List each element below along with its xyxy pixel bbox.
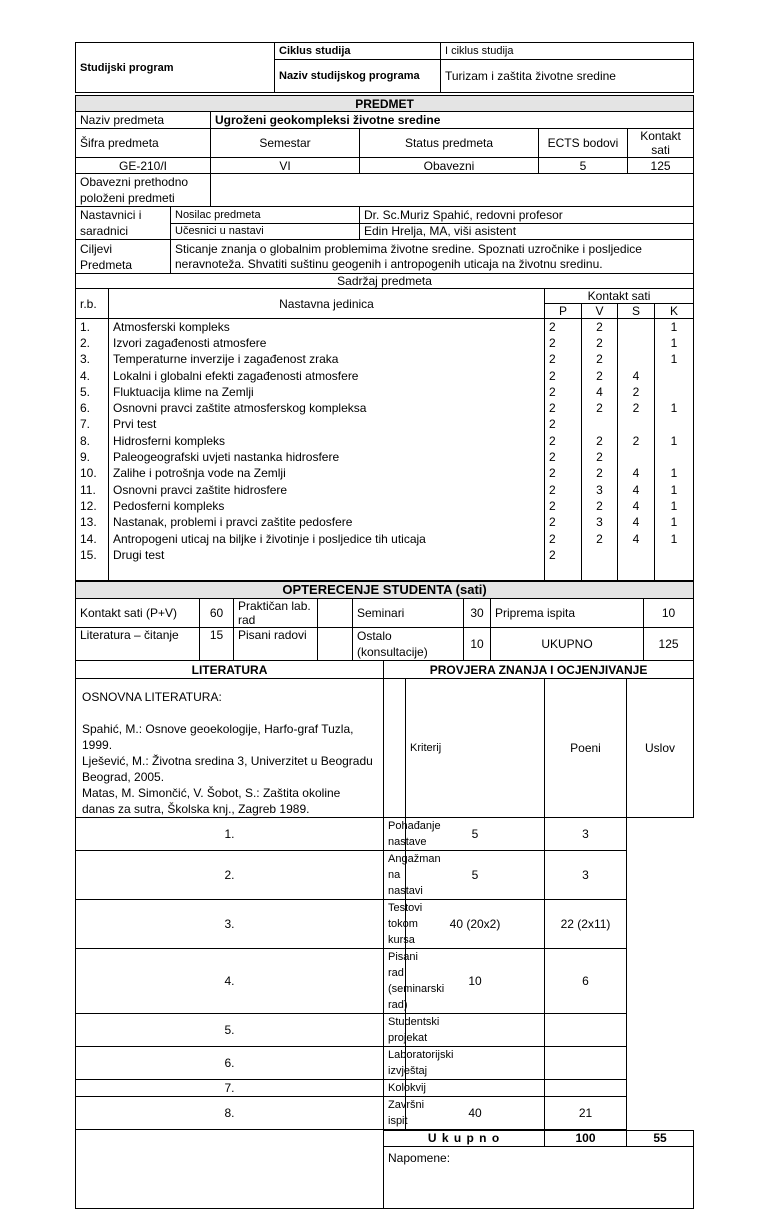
condition-header: Uslov	[627, 678, 694, 817]
contact-pv-value: 60	[200, 599, 234, 628]
bottom-table	[75, 661, 694, 1130]
assessment-row	[76, 899, 694, 948]
content-row-p: 2	[545, 465, 582, 481]
content-row-s	[618, 319, 655, 335]
program-name-value: Turizam i zaštita životne sredine	[441, 60, 694, 93]
assessment-row	[76, 1013, 694, 1046]
lecturer-label: Nosilac predmeta	[171, 207, 360, 224]
assessment-row-condition	[545, 1046, 627, 1079]
content-row	[76, 449, 694, 465]
content-row-k: 1	[655, 481, 694, 497]
content-row-number: 7.	[76, 416, 109, 432]
assessment-row-criterion: Angažman na nastavi	[384, 850, 406, 899]
criterion-header: Kriterij	[406, 678, 545, 817]
content-row-unit: Fluktuacija klime na Zemlji	[109, 384, 545, 400]
other-label: Ostalo (konsultacije)	[353, 628, 464, 661]
literature-body	[76, 678, 384, 817]
content-row-v: 2	[582, 530, 618, 546]
content-row-k: 1	[655, 514, 694, 530]
col-v-header: V	[582, 304, 618, 319]
assessment-row-condition: 6	[545, 948, 627, 1013]
assessment-row-points: 40	[406, 1096, 545, 1129]
content-row-s: 2	[618, 433, 655, 449]
program-name-label: Naziv studijskog programa	[275, 60, 441, 93]
assessment-row-condition: 21	[545, 1096, 627, 1129]
course-name-value: Ugroženi geokompleksi životne sredine	[211, 112, 694, 129]
content-row-s: 2	[618, 384, 655, 400]
rb-header: r.b.	[76, 289, 109, 319]
course-code-label: Šifra predmeta	[76, 129, 211, 158]
assessment-row	[76, 817, 694, 850]
notes-label: Napomene:	[384, 1146, 694, 1208]
content-row-unit: Pedosferni kompleks	[109, 498, 545, 514]
written-value	[318, 628, 353, 661]
assessment-row-points: 10	[406, 948, 545, 1013]
lab-label: Praktičan lab. rad	[234, 599, 318, 628]
content-row-number: 4.	[76, 367, 109, 383]
content-row-s	[618, 351, 655, 367]
content-row-s	[618, 449, 655, 465]
unit-header: Nastavna jedinica	[109, 289, 545, 319]
content-row-p: 2	[545, 530, 582, 546]
content-row-k	[655, 384, 694, 400]
header-table	[75, 42, 694, 93]
content-row-p: 2	[545, 433, 582, 449]
ects-label: ECTS bodovi	[539, 129, 628, 158]
content-row-number: 8.	[76, 433, 109, 449]
assessment-row-criterion: Testovi tokom kursa	[384, 899, 406, 948]
assessment-total-points: 100	[545, 1130, 627, 1146]
content-rows	[76, 319, 694, 563]
assessment-row-number: 5.	[76, 1013, 384, 1046]
content-row	[76, 319, 694, 335]
content-row-v: 2	[582, 335, 618, 351]
col-s-header: S	[618, 304, 655, 319]
literature-title: LITERATURA	[76, 661, 384, 678]
contact-hours-label: Kontakt sati	[628, 129, 694, 158]
content-row-s: 4	[618, 530, 655, 546]
content-row-v	[582, 416, 618, 432]
content-row-v: 2	[582, 465, 618, 481]
assessment-row-criterion: Kolokvij	[384, 1079, 406, 1096]
content-row-unit: Paleogeografski uvjeti nastanka hidrosfere	[109, 449, 545, 465]
content-row-k: 1	[655, 400, 694, 416]
course-table	[75, 95, 694, 274]
assessment-row-condition	[545, 1013, 627, 1046]
points-header: Poeni	[545, 678, 627, 817]
semester-label: Semestar	[211, 129, 360, 158]
assessment-row-condition	[545, 1079, 627, 1096]
exam-prep-value: 10	[644, 599, 694, 628]
contact-hours-value: 125	[628, 158, 694, 174]
content-row-p: 2	[545, 416, 582, 432]
content-row-k: 1	[655, 465, 694, 481]
content-row-s: 4	[618, 514, 655, 530]
content-row	[76, 416, 694, 432]
workload-total-label: UKUPNO	[491, 628, 644, 661]
assessment-row-number: 3.	[76, 899, 384, 948]
assessment-row-criterion: Laboratorijski izvještaj	[384, 1046, 406, 1079]
assessment-row-condition: 22 (2x11)	[545, 899, 627, 948]
other-value: 10	[464, 628, 491, 661]
goals-label: Ciljevi Predmeta	[76, 240, 171, 274]
assessment-row-condition: 3	[545, 817, 627, 850]
assessment-row-points: 5	[406, 850, 545, 899]
staff-label: Nastavnici i saradnici	[76, 207, 171, 240]
prerequisites-label: Obavezni prethodno položeni predmeti	[76, 174, 211, 207]
content-row-s: 4	[618, 465, 655, 481]
written-label: Pisani radovi	[234, 628, 318, 661]
ects-value: 5	[539, 158, 628, 174]
content-row-p: 2	[545, 335, 582, 351]
content-row-p: 2	[545, 351, 582, 367]
content-row-s: 4	[618, 481, 655, 497]
contact-pv-label: Kontakt sati (P+V)	[76, 599, 200, 628]
content-row	[76, 514, 694, 530]
content-row-unit: Hidrosferni kompleks	[109, 433, 545, 449]
assessment-row	[76, 1046, 694, 1079]
content-title: Sadržaj predmeta	[76, 274, 694, 289]
assessment-row-criterion: Studentski projekat	[384, 1013, 406, 1046]
literature-heading: OSNOVNA LITERATURA:	[82, 689, 222, 704]
workload-total-value: 125	[644, 628, 694, 661]
content-row-k: 1	[655, 433, 694, 449]
assessment-title: PROVJERA ZNANJA I OCJENJIVANJE	[384, 661, 694, 678]
assessment-footer	[75, 1130, 694, 1209]
content-row-v: 2	[582, 367, 618, 383]
content-row	[76, 400, 694, 416]
content-row-p: 2	[545, 367, 582, 383]
assessment-row-number: 4.	[76, 948, 384, 1013]
content-row-s	[618, 416, 655, 432]
content-row	[76, 351, 694, 367]
semester-value: VI	[211, 158, 360, 174]
content-row-s	[618, 335, 655, 351]
content-row	[76, 481, 694, 497]
assessment-total-label: U k u p n o	[384, 1130, 545, 1146]
assessment-row	[76, 948, 694, 1013]
program-label: Studijski program	[76, 43, 275, 93]
content-row-unit: Prvi test	[109, 416, 545, 432]
assessment-row	[76, 1096, 694, 1129]
content-row-unit: Drugi test	[109, 547, 545, 563]
course-name-label: Naziv predmeta	[76, 112, 211, 129]
assessment-total-condition: 55	[627, 1130, 694, 1146]
assessment-row-criterion: Završni ispit	[384, 1096, 406, 1129]
content-row-p: 2	[545, 481, 582, 497]
content-row-number: 2.	[76, 335, 109, 351]
content-row	[76, 335, 694, 351]
content-row-p: 2	[545, 384, 582, 400]
content-row-number: 3.	[76, 351, 109, 367]
course-section-title: PREDMET	[76, 96, 694, 112]
content-row-v: 2	[582, 449, 618, 465]
content-row-s: 4	[618, 367, 655, 383]
assessment-row-points	[406, 1079, 545, 1096]
content-row-unit: Lokalni i globalni efekti zagađenosti atmosfere	[109, 367, 545, 383]
cycle-label: Ciklus studija	[275, 43, 441, 60]
content-row-s	[618, 547, 655, 563]
cycle-value: I ciklus studija	[441, 43, 694, 60]
content-row-number: 13.	[76, 514, 109, 530]
col-k-header: K	[655, 304, 694, 319]
content-row-k: 1	[655, 319, 694, 335]
content-row-p: 2	[545, 498, 582, 514]
assessment-row-number: 7.	[76, 1079, 384, 1096]
assessment-row-number: 6.	[76, 1046, 384, 1079]
content-table	[75, 274, 694, 581]
content-row-number: 9.	[76, 449, 109, 465]
assessment-row-criterion: Pohađanje nastave	[384, 817, 406, 850]
content-contact-header: Kontakt sati	[545, 289, 694, 304]
content-row-v: 2	[582, 433, 618, 449]
content-row-v: 4	[582, 384, 618, 400]
literature-item: Lješević, M.: Životna sredina 3, Univerzitet u Beogradu Beograd, 2005.	[82, 753, 373, 784]
content-row-v: 3	[582, 481, 618, 497]
seminars-value: 30	[464, 599, 491, 628]
content-row-k: 1	[655, 530, 694, 546]
content-row-p: 2	[545, 319, 582, 335]
content-row	[76, 433, 694, 449]
content-row-number: 5.	[76, 384, 109, 400]
content-row-number: 11.	[76, 481, 109, 497]
assessment-row-points: 5	[406, 817, 545, 850]
assistant-label: Učesnici u nastavi	[171, 223, 360, 240]
content-row-v: 2	[582, 498, 618, 514]
content-row-number: 14.	[76, 530, 109, 546]
content-row-k	[655, 416, 694, 432]
lecturer-value: Dr. Sc.Muriz Spahić, redovni profesor	[360, 207, 694, 224]
content-row	[76, 465, 694, 481]
course-code-value: GE-210/I	[76, 158, 211, 174]
content-row	[76, 547, 694, 563]
content-row-unit: Osnovni pravci zaštite hidrosfere	[109, 481, 545, 497]
workload-title: OPTERECENJE STUDENTA (sati)	[76, 582, 694, 599]
content-row	[76, 498, 694, 514]
content-row-number: 15.	[76, 547, 109, 563]
assessment-row	[76, 1079, 694, 1096]
content-row	[76, 530, 694, 546]
content-row-p: 2	[545, 514, 582, 530]
reading-value: 15	[200, 628, 234, 661]
content-row-k: 1	[655, 498, 694, 514]
literature-item: Spahić, M.: Osnove geoekologije, Harfo-graf Tuzla, 1999.	[82, 721, 354, 752]
assessment-row-points: 40 (20x2)	[406, 899, 545, 948]
content-row	[76, 367, 694, 383]
syllabus-form	[75, 42, 693, 1209]
seminars-label: Seminari	[353, 599, 464, 628]
content-row-k: 1	[655, 335, 694, 351]
content-row-v: 2	[582, 319, 618, 335]
content-row-v: 2	[582, 351, 618, 367]
assessment-row-criterion: Pisani rad (seminarski rad)	[384, 948, 406, 1013]
content-row-v: 3	[582, 514, 618, 530]
lab-value	[318, 599, 353, 628]
content-row-p: 2	[545, 400, 582, 416]
content-row-s: 4	[618, 498, 655, 514]
exam-prep-label: Priprema ispita	[491, 599, 644, 628]
content-row-unit: Atmosferski kompleks	[109, 319, 545, 335]
content-row-k	[655, 547, 694, 563]
content-row-number: 6.	[76, 400, 109, 416]
content-row-k: 1	[655, 351, 694, 367]
content-row-unit: Nastanak, problemi i pravci zaštite pedosfere	[109, 514, 545, 530]
status-label: Status predmeta	[360, 129, 539, 158]
content-row-number: 1.	[76, 319, 109, 335]
assessment-row-number: 1.	[76, 817, 384, 850]
content-row-p: 2	[545, 449, 582, 465]
reading-label: Literatura – čitanje	[76, 628, 200, 661]
content-row-v: 2	[582, 400, 618, 416]
goals-value: Sticanje znanja o globalnim problemima životne sredine. Spoznati uzročnike i posljedice neravnoteža. Shvatiti suštinu geogenih i antropogenih uticaja na životnu sredinu.	[171, 240, 694, 274]
content-row-unit: Osnovni pravci zaštite atmosferskog kompleksa	[109, 400, 545, 416]
content-row-v	[582, 547, 618, 563]
assessment-row	[76, 850, 694, 899]
assessment-row-number: 2.	[76, 850, 384, 899]
content-row-number: 10.	[76, 465, 109, 481]
content-row-k	[655, 367, 694, 383]
literature-item: Matas, M. Simončić, V. Šobot, S.: Zaštita okoline danas za sutra, Školska knj., Zagreb 1989.	[82, 785, 341, 816]
content-row-number: 12.	[76, 498, 109, 514]
assistant-value: Edin Hrelja, MA, viši asistent	[360, 223, 694, 240]
content-row-s: 2	[618, 400, 655, 416]
content-row-unit: Antropogeni uticaj na biljke i životinje i posljedice tih uticaja	[109, 530, 545, 546]
content-row-p: 2	[545, 547, 582, 563]
assessment-row-number: 8.	[76, 1096, 384, 1129]
content-row-unit: Zalihe i potrošnja vode na Zemlji	[109, 465, 545, 481]
col-p-header: P	[545, 304, 582, 319]
content-row	[76, 384, 694, 400]
content-row-unit: Temperaturne inverzije i zagađenost zraka	[109, 351, 545, 367]
workload-table	[75, 581, 694, 661]
content-row-k	[655, 449, 694, 465]
prerequisites-value	[211, 174, 694, 207]
assessment-row-condition: 3	[545, 850, 627, 899]
status-value: Obavezni	[360, 158, 539, 174]
content-row-unit: Izvori zagađenosti atmosfere	[109, 335, 545, 351]
